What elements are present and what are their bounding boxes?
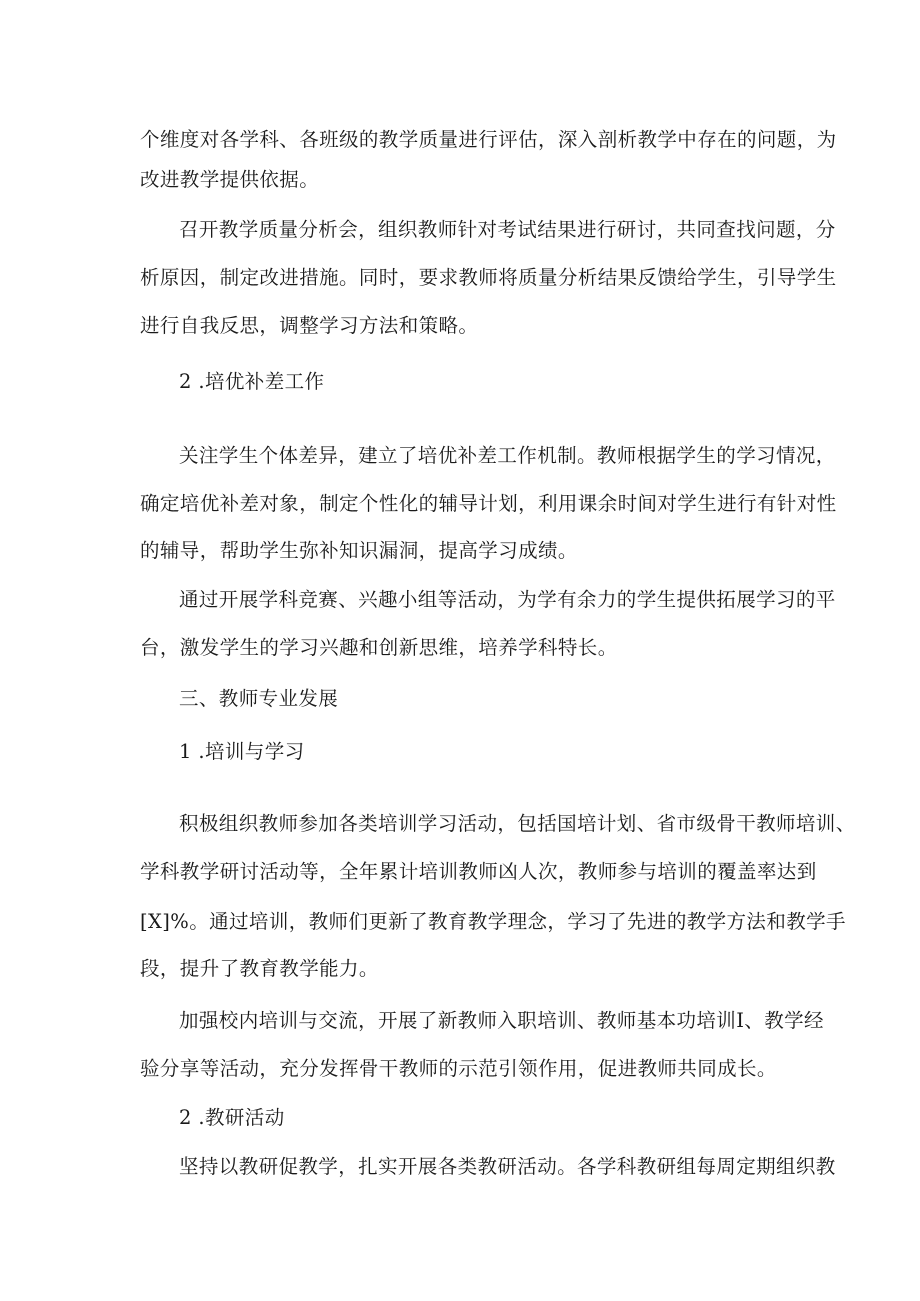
paragraph-line: 段，提升了教育教学能力。 — [140, 957, 379, 980]
paragraph-line: 析原因，制定改进措施。同时，要求教师将质量分析结果反馈给学生，引导学生 — [140, 266, 837, 289]
paragraph-line: 关注学生个体差异，建立了培优补差工作机制。教师根据学生的学习情况， — [179, 444, 836, 467]
paragraph-line: 积极组织教师参加各类培训学习活动，包括国培计划、省市级骨干教师培训、 — [179, 812, 856, 835]
section-heading: 2 .教研活动 — [179, 1106, 285, 1129]
paragraph-line: 确定培优补差对象，制定个性化的辅导计划，利用课余时间对学生进行有针对性 — [140, 492, 837, 515]
paragraph-line: 学科教学研讨活动等，全年累计培训教师凶人次，教师参与培训的覆盖率达到 — [140, 860, 817, 883]
paragraph-line: 验分享等活动，充分发挥骨干教师的示范引领作用，促进教师共同成长。 — [140, 1057, 777, 1080]
paragraph-line: 坚持以教研促教学，扎实开展各类教研活动。各学科教研组每周定期组织教 — [179, 1155, 836, 1178]
paragraph-line: 改进教学提供依据。 — [140, 168, 320, 191]
paragraph-line: 进行自我反思，调整学习方法和策略。 — [140, 314, 479, 337]
paragraph-line: 台，激发学生的学习兴趣和创新思维，培养学科特长。 — [140, 636, 618, 659]
paragraph-line: 加强校内培训与交流，开展了新教师入职培训、教师基本功培训I、教学经 — [179, 1009, 824, 1032]
paragraph-line: 个维度对各学科、各班级的教学质量进行评估，深入剖析教学中存在的问题，为 — [140, 128, 837, 151]
paragraph-line: 通过开展学科竞赛、兴趣小组等活动，为学有余力的学生提供拓展学习的平 — [179, 588, 836, 611]
section-heading: 1 .培训与学习 — [179, 740, 305, 763]
section-heading: 2 .培优补差工作 — [179, 370, 325, 393]
paragraph-line: [X]%。通过培训，教师们更新了教育教学理念，学习了先进的教学方法和教学手 — [140, 910, 846, 933]
section-heading: 三、教师专业发展 — [179, 687, 339, 710]
paragraph-line: 的辅导，帮助学生弥补知识漏洞，提高学习成绩。 — [140, 539, 578, 562]
paragraph-line: 召开教学质量分析会，组织教师针对考试结果进行研讨，共同查找问题，分 — [179, 218, 836, 241]
